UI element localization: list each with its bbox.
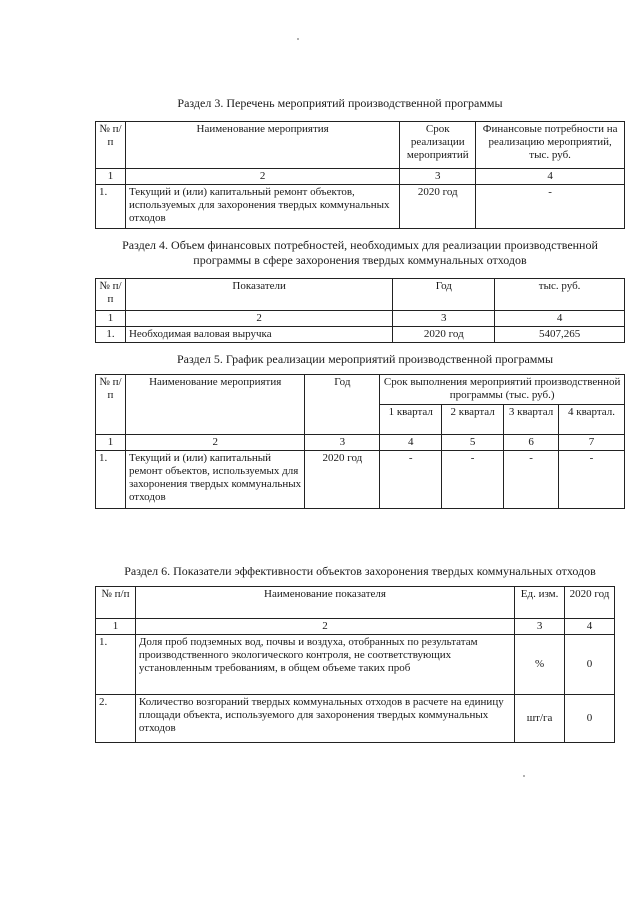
col-number: 3: [305, 435, 380, 451]
header-quarter-2: 2 квартал: [442, 405, 504, 435]
row-name: Количество возгораний твердых коммунальных отходов в расчете на единицу площади объекта, используемого для захоронения твердых коммунальных отходов: [135, 695, 514, 743]
table-row: [96, 451, 625, 509]
row-name: Необходимая валовая выручка: [125, 327, 392, 343]
section4-title: Раздел 4. Объем финансовых потребностей, необходимых для реализации производственной программы в сфере захоронения твердых коммунальных отходов: [122, 238, 598, 267]
header-name: Наименование мероприятия: [125, 122, 399, 169]
header-year: Год: [393, 279, 495, 311]
header-finance: Финансовые потребности на реализацию мероприятий, тыс. руб.: [476, 122, 625, 169]
row-term: 2020 год: [400, 185, 476, 229]
scan-speck: [523, 775, 525, 777]
header-number: № п/п: [96, 122, 126, 169]
row-name: Текущий и (или) капитальный ремонт объектов, используемых для захоронения твердых коммунальных отходов: [125, 185, 399, 229]
col-number: 7: [559, 435, 625, 451]
col-number: 6: [504, 435, 559, 451]
row-q2: -: [442, 451, 504, 509]
row-value: 5407,265: [495, 327, 625, 343]
header-term: Срок реализации мероприятий: [400, 122, 476, 169]
header-year: 2020 год: [565, 587, 615, 619]
col-number: 3: [393, 311, 495, 327]
row-q3: -: [504, 451, 559, 509]
row-number: 2.: [96, 695, 136, 743]
section5-title: Раздел 5. График реализации мероприятий производственной программы: [176, 352, 554, 366]
header-indicator: Показатели: [125, 279, 392, 311]
row-value: 0: [565, 695, 615, 743]
row-unit: шт/га: [515, 695, 565, 743]
section6-title: Раздел 6. Показатели эффективности объектов захоронения твердых коммунальных отходов: [124, 564, 596, 578]
header-quarter-4: 4 квартал.: [559, 405, 625, 435]
row-unit: %: [515, 635, 565, 695]
row-number: 1.: [96, 635, 136, 695]
header-year: Год: [305, 375, 380, 435]
section3-title: Раздел 3. Перечень мероприятий производственной программы: [177, 96, 503, 110]
col-number: 4: [565, 619, 615, 635]
col-number: 1: [96, 619, 136, 635]
header-schedule: Срок выполнения мероприятий производственной программы (тыс. руб.): [380, 375, 625, 405]
row-year: 2020 год: [305, 451, 380, 509]
table-row: [96, 185, 625, 229]
section3-table: [95, 121, 625, 229]
row-finance: -: [476, 185, 625, 229]
col-number: 5: [442, 435, 504, 451]
row-year: 2020 год: [393, 327, 495, 343]
col-number: 4: [476, 169, 625, 185]
header-number: № п/п: [96, 587, 136, 619]
col-number: 3: [400, 169, 476, 185]
col-number: 2: [125, 169, 399, 185]
col-number: 1: [96, 169, 126, 185]
header-number: № п/п: [96, 279, 126, 311]
table-row: [96, 327, 625, 343]
header-number: № п/п: [96, 375, 126, 435]
table-row: [96, 695, 615, 743]
section4-table: [95, 278, 625, 343]
header-indicator: Наименование показателя: [135, 587, 514, 619]
row-q1: -: [380, 451, 442, 509]
table-row: [96, 635, 615, 695]
section5-table: [95, 374, 625, 509]
row-value: 0: [565, 635, 615, 695]
header-unit: Ед. изм.: [515, 587, 565, 619]
row-number: 1.: [96, 451, 126, 509]
row-number: 1.: [96, 327, 126, 343]
col-number: 4: [495, 311, 625, 327]
header-quarter-1: 1 квартал: [380, 405, 442, 435]
col-number: 1: [96, 435, 126, 451]
section6-table: [95, 586, 615, 743]
col-number: 2: [125, 435, 305, 451]
header-amount: тыс. руб.: [495, 279, 625, 311]
header-quarter-3: 3 квартал: [504, 405, 559, 435]
col-number: 3: [515, 619, 565, 635]
col-number: 1: [96, 311, 126, 327]
row-name: Текущий и (или) капитальный ремонт объектов, используемых для захоронения твердых коммунальных отходов: [125, 451, 305, 509]
row-q4: -: [559, 451, 625, 509]
col-number: 2: [125, 311, 392, 327]
header-name: Наименование мероприятия: [125, 375, 305, 435]
row-number: 1.: [96, 185, 126, 229]
row-name: Доля проб подземных вод, почвы и воздуха, отобранных по результатам производственного экологического контроля, не соответствующих установленным требованиям, в общем объеме таких проб: [135, 635, 514, 695]
scan-speck: [297, 38, 299, 40]
col-number: 2: [135, 619, 514, 635]
col-number: 4: [380, 435, 442, 451]
